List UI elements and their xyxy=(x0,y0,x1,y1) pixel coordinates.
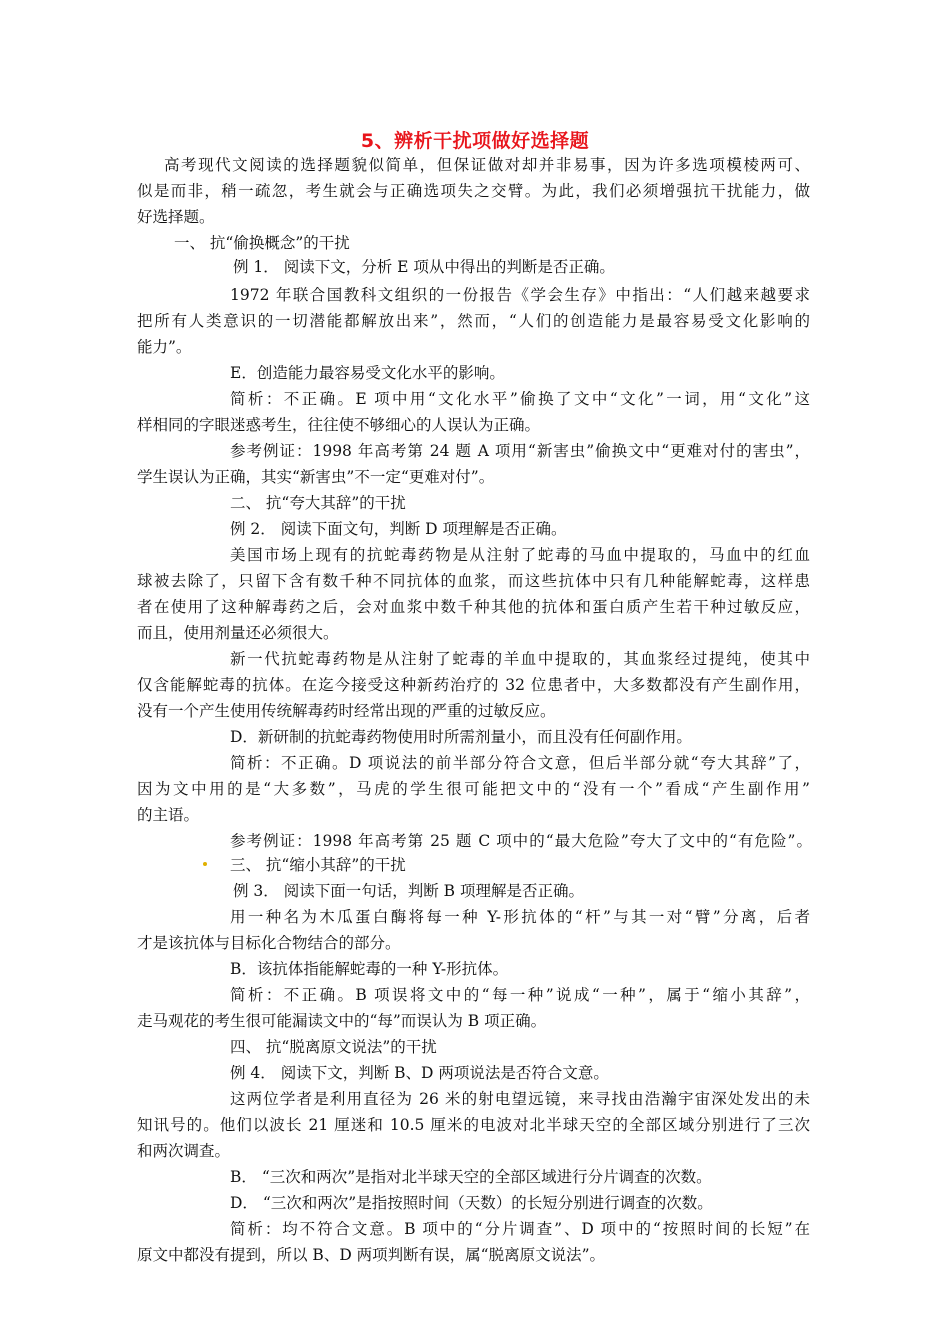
section-2-heading: 二、 抗“夸大其辞”的干扰 xyxy=(230,494,406,512)
page-title: 5、辨析干扰项做好选择题 xyxy=(360,130,590,152)
example-1-reference-line-2: 学生误认为正确，其实“新害虫”不一定“更难对付”。 xyxy=(137,468,495,486)
example-3-analysis-line-1: 简析：不正确。B 项误将文中的“每一种”说成“一种”，属于“缩小其辞”， xyxy=(230,986,810,1004)
example-3-prompt: 例 3． 阅读下面一句话，判断 B 项理解是否正确。 xyxy=(233,882,584,900)
example-3-analysis-line-2: 走马观花的考生很可能漏读文中的“每”而误认为 B 项正确。 xyxy=(137,1012,547,1030)
example-4-passage-line-3: 和两次调查。 xyxy=(137,1142,231,1160)
example-1-passage-line-2: 把所有人类意识的一切潜能都解放出来”，然而，“人们的创造能力是最容易受文化影响的 xyxy=(137,312,810,330)
example-3-option-b: B．该抗体指能解蛇毒的一种 Y-形抗体。 xyxy=(230,960,509,978)
example-1-passage-line-3: 能力”。 xyxy=(137,338,192,356)
example-4-analysis-line-2: 原文中都没有提到，所以 B、D 两项判断有误，属“脱离原文说法”。 xyxy=(137,1246,606,1264)
section-4-heading: 四、 抗“脱离原文说法”的干扰 xyxy=(230,1038,437,1056)
example-1-option-e: E．创造能力最容易受文化水平的影响。 xyxy=(230,364,505,382)
stray-mark-dot xyxy=(203,862,207,866)
example-1-passage-line-1: 1972 年联合国教科文组织的一份报告《学会生存》中指出：“人们越来越要求 xyxy=(230,286,810,304)
example-2-passage1-line-2: 球被去除了，只留下含有数千种不同抗体的血浆，而这些抗体中只有几种能解蛇毒，这样患 xyxy=(137,572,810,590)
example-3-passage-line-1: 用一种名为木瓜蛋白酶将每一种 Y-形抗体的“杆”与其一对“臂”分离，后者 xyxy=(230,908,810,926)
example-4-prompt: 例 4． 阅读下文，判断 B、D 两项说法是否符合文意。 xyxy=(230,1064,609,1082)
example-1-reference-line-1: 参考例证：1998 年高考第 24 题 A 项用“新害虫”偷换文中“更难对付的害虫”， xyxy=(230,442,810,460)
example-2-analysis-line-3: 的主语。 xyxy=(137,806,200,824)
example-4-option-d: D． “三次和两次”是指按照时间（天数）的长短分别进行调查的次数。 xyxy=(230,1194,713,1212)
example-4-analysis-line-1: 简析：均不符合文意。B 项中的“分片调查”、D 项中的“按照时间的长短”在 xyxy=(230,1220,810,1238)
intro-line-1: 高考现代文阅读的选择题貌似简单，但保证做对却并非易事，因为许多选项模棱两可、 xyxy=(164,156,810,174)
example-1-analysis-line-1: 简析：不正确。E 项中用“文化水平”偷换了文中“文化”一词，用“文化”这 xyxy=(230,390,810,408)
example-2-passage2-line-3: 没有一个产生使用传统解毒药时经常出现的严重的过敏反应。 xyxy=(137,702,556,720)
example-4-option-b: B． “三次和两次”是指对北半球天空的全部区域进行分片调查的次数。 xyxy=(230,1168,712,1186)
example-2-analysis-line-1: 简析：不正确。D 项说法的前半部分符合文意，但后半部分就“夸大其辞”了， xyxy=(230,754,810,772)
example-2-passage2-line-1: 新一代抗蛇毒药物是从注射了蛇毒的羊血中提取的，其血浆经过提纯，使其中 xyxy=(230,650,810,668)
example-2-passage2-line-2: 仅含能解蛇毒的抗体。在迄今接受这种新药治疗的 32 位患者中，大多数都没有产生副作用， xyxy=(137,676,810,694)
example-2-option-d: D．新研制的抗蛇毒药物使用时所需剂量小，而且没有任何副作用。 xyxy=(230,728,692,746)
example-2-passage1-line-3: 者在使用了这种解毒药之后，会对血浆中数千种其他的抗体和蛋白质产生若干种过敏反应， xyxy=(137,598,810,616)
example-2-analysis-line-2: 因为文中用的是“大多数”，马虎的学生很可能把文中的“没有一个”看成“产生副作用” xyxy=(137,780,810,798)
example-4-passage-line-1: 这两位学者是利用直径为 26 米的射电望远镜，来寻找由浩瀚宇宙深处发出的未 xyxy=(230,1090,810,1108)
example-1-prompt: 例 1． 阅读下文，分析 E 项从中得出的判断是否正确。 xyxy=(233,258,615,276)
example-4-passage-line-2: 知讯号的。他们以波长 21 厘迷和 10.5 厘米的电波对北半球天空的全部区域分别进行了三次 xyxy=(137,1116,810,1134)
example-2-passage1-line-1: 美国市场上现有的抗蛇毒药物是从注射了蛇毒的马血中提取的，马血中的红血 xyxy=(230,546,810,564)
example-3-passage-line-2: 才是该抗体与目标化合物结合的部分。 xyxy=(137,934,401,952)
example-1-analysis-line-2: 样相同的字眼迷惑考生，往往使不够细心的人误认为正确。 xyxy=(137,416,541,434)
section-1-heading: 一、 抗“偷换概念”的干扰 xyxy=(174,234,350,252)
example-2-reference: 参考例证：1998 年高考第 25 题 C 项中的“最大危险”夸大了文中的“有危险”。 xyxy=(230,832,812,850)
example-2-passage1-line-4: 而且，使用剂量还必须很大。 xyxy=(137,624,339,642)
intro-line-3: 好选择题。 xyxy=(137,208,215,226)
intro-line-2: 似是而非，稍一疏忽，考生就会与正确选项失之交臂。为此，我们必须增强抗干扰能力，做 xyxy=(137,182,810,200)
section-3-heading: 三、 抗“缩小其辞”的干扰 xyxy=(230,856,406,874)
example-2-prompt: 例 2． 阅读下面文句，判断 D 项理解是否正确。 xyxy=(230,520,567,538)
